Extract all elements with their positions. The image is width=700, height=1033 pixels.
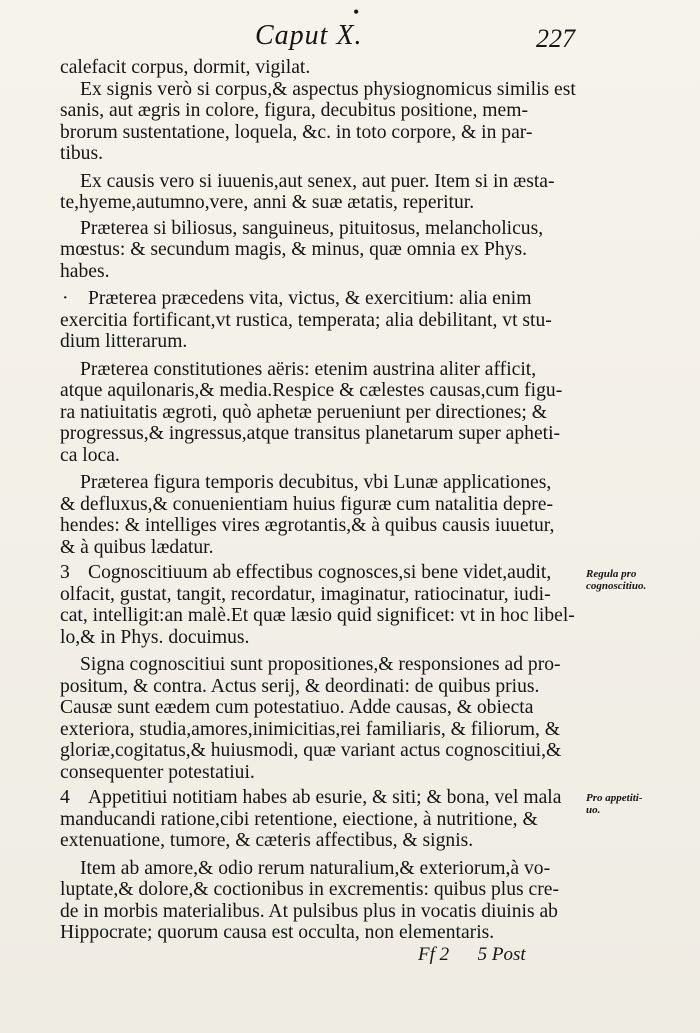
text-line: positum, & contra. Actus serij, & deordinati: de quibus prius.: [60, 675, 540, 697]
text-line: ra natiuitatis ægroti, quò aphetæ perueniunt per directiones; &: [60, 401, 548, 423]
text-line: gloriæ,cogitatus,& huiusmodi, quæ variant actus cognoscitiui,&: [60, 740, 562, 761]
text-line: exercitia fortificant,vt rustica, temperata; alia debilitant, vt stu-: [60, 309, 552, 331]
text-line: luptate,& dolore,& coctionibus in excrementis: quibus plus cre-: [60, 879, 559, 900]
signature-mark: Ff 2: [418, 944, 450, 965]
text-line: Causæ sunt eædem cum potestatiuo. Adde causas, & obiecta: [60, 697, 534, 718]
text-line: lo,& in Phys. docuimus.: [60, 626, 250, 648]
running-title: Caput X.: [255, 20, 363, 51]
section-number: 3: [60, 562, 70, 583]
body-text: [60, 57, 580, 944]
paragraph: [60, 472, 580, 558]
page-number: 227: [536, 24, 575, 53]
text-line: atque aquilonaris,& media.Respice & cælestes causas,cum figu-: [60, 380, 563, 401]
catchword: 5 Post: [477, 944, 526, 965]
text-line: tibus.: [60, 143, 104, 164]
paragraph: [60, 359, 580, 467]
text-line: exteriora, studia,amores,inimicitias,rei familiaris, & filiorum, &: [60, 718, 561, 740]
margin-note-line: uo.: [586, 804, 601, 816]
paragraph: [60, 218, 580, 283]
text-line: de in morbis materialibus. At pulsibus plus in vocatis diuinis ab: [60, 900, 558, 922]
text-line: Appetitiui notitiam habes ab esurie, & siti; & bona, vel mala: [88, 787, 562, 808]
text-line: ca loca.: [60, 444, 120, 466]
text-line: Item ab amore,& odio rerum naturalium,& exteriorum,à vo-: [80, 857, 551, 879]
paragraph: [60, 79, 580, 165]
text-line: mœstus: & secundum magis, & minus, quæ omnia ex Phys.: [60, 239, 527, 260]
text-line: manducandi ratione,cibi retentione, eiectione, à nutritione, &: [60, 808, 538, 830]
paragraph: [60, 288, 580, 353]
text-line: Præterea constitutiones aëris: etenim austrina aliter afficit,: [80, 358, 537, 380]
text-line: hendes: & intelliges vires ægrotantis,& à quibus causis iuuetur,: [60, 515, 555, 536]
text-line: extenuatione, tumore, & cæteris affectibus, & signis.: [60, 830, 474, 851]
text-line: Ex signis verò si corpus,& aspectus physiognomicus similis est: [80, 78, 576, 100]
margin-note-appetitiuo: [586, 792, 696, 816]
page-footer: [418, 944, 526, 966]
margin-note-line: Regula pro: [586, 568, 637, 580]
bullet-mark: ·: [62, 288, 69, 309]
margin-note-line: cognoscitiuo.: [586, 580, 647, 592]
text-line: te,hyeme,autumno,vere, anni & suæ ætatis, reperitur.: [60, 192, 475, 213]
page-dot: •: [353, 2, 360, 22]
margin-note-regula: [586, 568, 696, 592]
text-line: Præterea præcedens vita, victus, & exercitium: alia enim: [88, 288, 532, 309]
text-line: progressus,& ingressus,atque transitus planetarum super apheti-: [60, 423, 561, 444]
paragraph: [60, 858, 580, 944]
text-line: & defluxus,& conuenientiam huius figuræ cum natalitia depre-: [60, 493, 553, 515]
section-number: 4: [60, 787, 70, 808]
paragraph: [60, 787, 580, 852]
text-line: Cognoscitiuum ab effectibus cognosces,si bene videt,audit,: [88, 562, 552, 583]
text-line: brorum sustentatione, loquela, &c. in toto corpore, & in par-: [60, 121, 533, 143]
text-line: dium litterarum.: [60, 331, 188, 352]
text-line: habes.: [60, 260, 110, 282]
text-line: Ex causis vero si iuuenis,aut senex, aut puer. Item si in æsta-: [80, 170, 555, 192]
paragraph: [60, 171, 580, 214]
text-line: Hippocrate; quorum causa est occulta, non elementaris.: [60, 922, 495, 943]
text-line: cat, intelligit:an malè.Et quæ læsio quid significet: vt in hoc libel-: [60, 605, 575, 626]
text-line: & à quibus lædatur.: [60, 536, 214, 558]
text-line: Præterea si biliosus, sanguineus, pituitosus, melancholicus,: [80, 217, 544, 239]
text-line: Signa cognoscitiui sunt propositiones,& responsiones ad pro-: [80, 654, 561, 675]
paragraph: [60, 562, 580, 648]
text-line: consequenter potestatiui.: [60, 761, 255, 783]
text-line: sanis, aut ægris in colore, figura, decubitus positione, mem-: [60, 100, 528, 121]
margin-note-line: Pro appetiti-: [586, 792, 643, 804]
text-line: calefacit corpus, dormit, vigilat.: [60, 57, 311, 78]
paragraph: [60, 57, 580, 79]
text-line: olfacit, gustat, tangit, recordatur, imaginatur, ratiocinatur, iudi-: [60, 583, 551, 605]
paragraph: [60, 654, 580, 783]
text-line: Præterea figura temporis decubitus, vbi Lunæ applicationes,: [80, 472, 552, 493]
